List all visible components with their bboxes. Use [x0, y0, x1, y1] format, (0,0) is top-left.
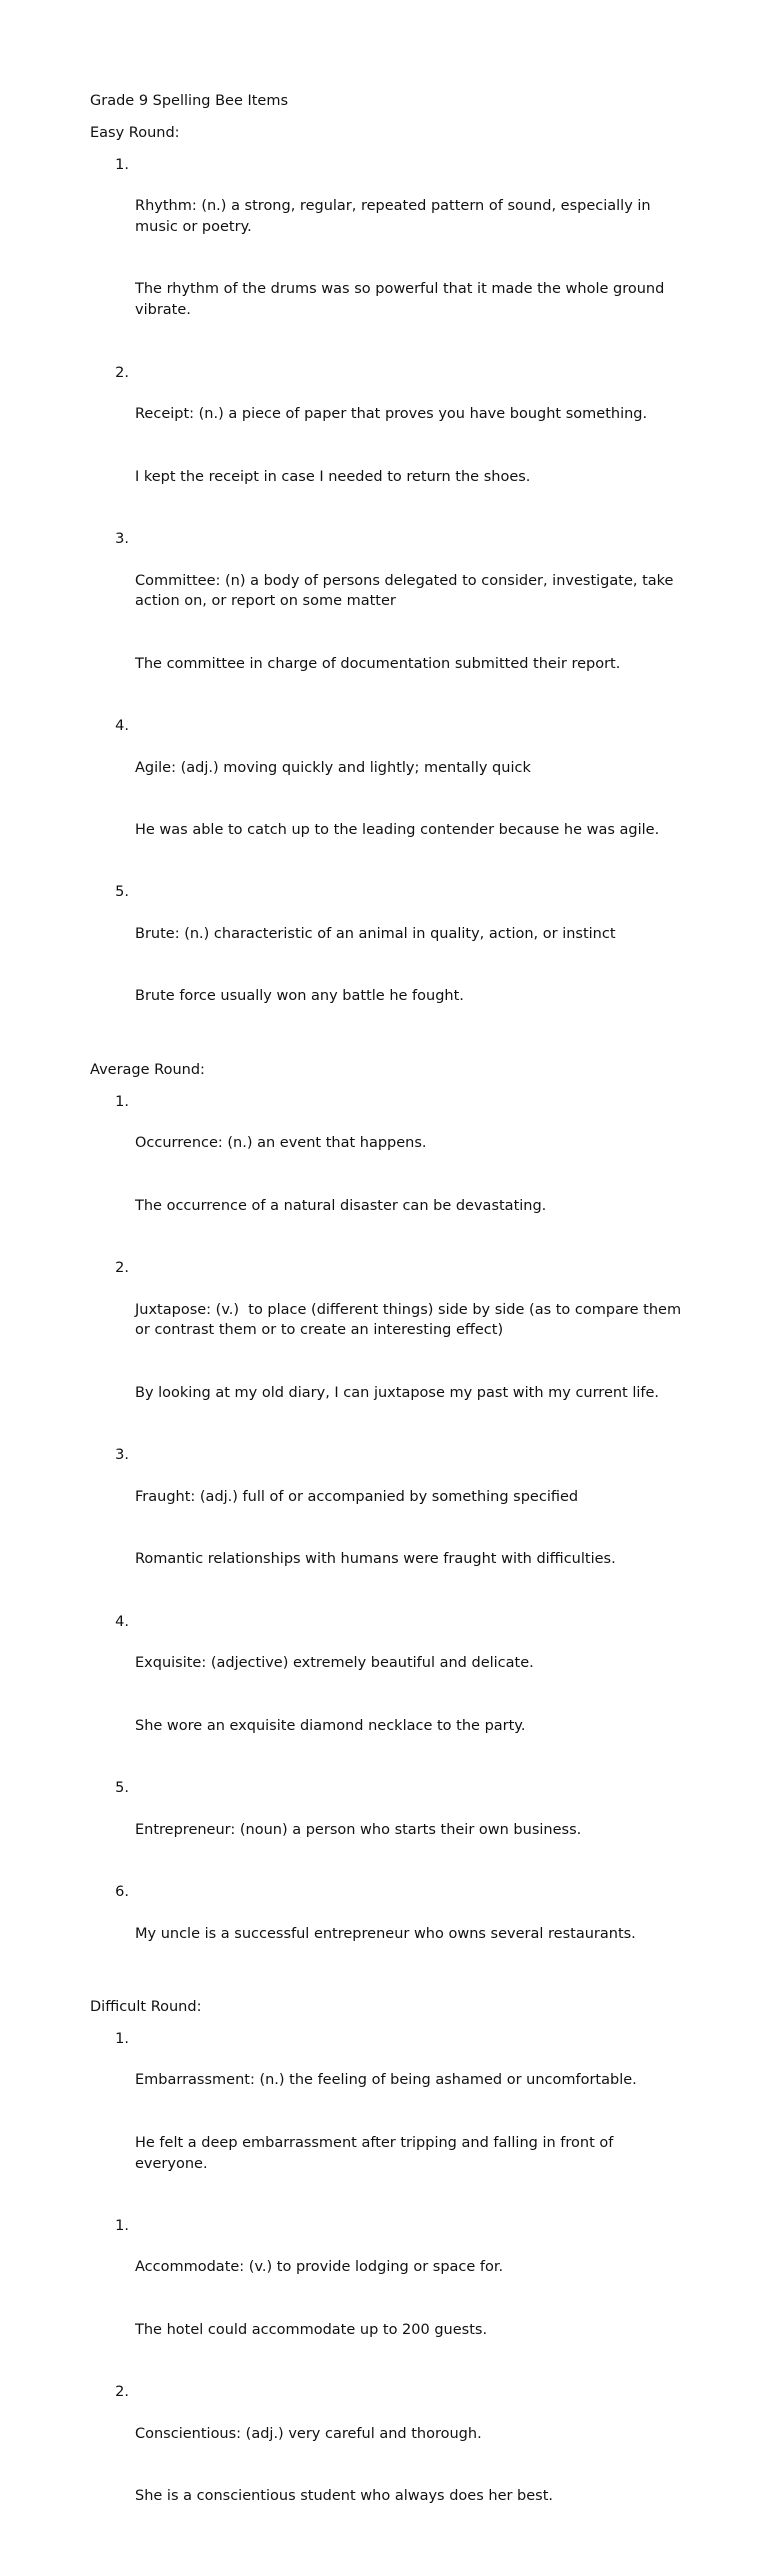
- item-example: Romantic relationships with humans were fraught with difficulties.: [135, 1551, 616, 1568]
- item-definition: Agile: (adj.) moving quickly and lightly; mentally quick: [135, 759, 531, 776]
- item-number: 1.: [115, 156, 129, 173]
- item-number: 1.: [115, 1093, 129, 1110]
- item-example: He felt a deep embarrassment after tripping and falling in front of everyone.: [135, 2134, 618, 2172]
- round-heading-average: Average Round:: [90, 1061, 205, 1078]
- list-item: [90, 2029, 690, 2216]
- list-item: [90, 882, 690, 1048]
- item-number: 4.: [115, 718, 129, 735]
- item-definition: Occurrence: (n.) an event that happens.: [135, 1135, 427, 1152]
- item-number: 5.: [115, 884, 129, 901]
- item-definition: Entrepreneur: (noun) a person who starts their own business.: [135, 1821, 582, 1838]
- item-definition: Conscientious: (adj.) very careful and thorough.: [135, 2425, 482, 2442]
- list-item: [90, 363, 690, 529]
- item-example: She is a conscientious student who always does her best.: [135, 2488, 554, 2505]
- list-item: [90, 1445, 690, 1611]
- list-item: [90, 2216, 690, 2382]
- item-example: She wore an exquisite diamond necklace to the party.: [135, 1717, 526, 1734]
- list-item: [90, 716, 690, 882]
- difficult-round-list: [90, 2029, 690, 2549]
- item-definition: Committee: (n) a body of persons delegated to consider, investigate, take action on, or report on some matter: [135, 572, 679, 610]
- item-number: 1.: [115, 2030, 129, 2047]
- item-definition: Receipt: (n.) a piece of paper that proves you have bought something.: [135, 406, 648, 423]
- average-round-list: [90, 1092, 690, 1986]
- item-number: 2.: [115, 364, 129, 381]
- item-number: 2.: [115, 1260, 129, 1277]
- item-number: 1.: [115, 2217, 129, 2234]
- item-example: Brute force usually won any battle he fought.: [135, 988, 464, 1005]
- item-example: The rhythm of the drums was so powerful that it made the whole ground vibrate.: [135, 281, 669, 319]
- item-number: 5.: [115, 1779, 129, 1796]
- round-heading-difficult: Difficult Round:: [90, 1998, 202, 2015]
- item-example: The occurrence of a natural disaster can be devastating.: [135, 1197, 547, 1214]
- list-item: [90, 155, 690, 363]
- list-item: [90, 1882, 690, 1986]
- item-definition: Exquisite: (adjective) extremely beautiful and delicate.: [135, 1655, 534, 1672]
- item-number: 3.: [115, 530, 129, 547]
- list-item: [90, 1612, 690, 1778]
- item-example: The hotel could accommodate up to 200 guests.: [135, 2321, 488, 2338]
- item-number: 6.: [115, 1883, 129, 1900]
- item-example: He was able to catch up to the leading contender because he was agile.: [135, 822, 660, 839]
- item-number: 2.: [115, 2384, 129, 2401]
- list-item: [90, 529, 690, 716]
- document-page: [90, 91, 690, 2560]
- round-heading-easy: Easy Round:: [90, 124, 180, 141]
- item-example: By looking at my old diary, I can juxtapose my past with my current life.: [135, 1384, 660, 1401]
- list-item: [90, 1258, 690, 1445]
- item-definition: Embarrassment: (n.) the feeling of being ashamed or uncomfortable.: [135, 2072, 637, 2089]
- item-definition: Brute: (n.) characteristic of an animal in quality, action, or instinct: [135, 926, 616, 943]
- item-definition: Rhythm: (n.) a strong, regular, repeated pattern of sound, especially in music or poetry.: [135, 198, 656, 235]
- document-title: Grade 9 Spelling Bee Items: [90, 93, 289, 109]
- list-item: [90, 2382, 690, 2548]
- item-definition: Accommodate: (v.) to provide lodging or space for.: [135, 2259, 504, 2276]
- item-number: 4.: [115, 1613, 129, 1630]
- item-definition: My uncle is a successful entrepreneur who owns several restaurants.: [135, 1925, 636, 1942]
- item-number: 3.: [115, 1447, 129, 1464]
- item-definition: Juxtapose: (v.) to place (different things) side by side (as to compare them or contrast them or to create an interesting effect): [135, 1301, 686, 1339]
- item-example: The committee in charge of documentation submitted their report.: [135, 655, 621, 672]
- item-definition: Fraught: (adj.) full of or accompanied by something specified: [135, 1488, 579, 1505]
- list-item: [90, 1092, 690, 1258]
- list-item: [90, 1778, 690, 1882]
- item-example: I kept the receipt in case I needed to return the shoes.: [135, 468, 531, 485]
- easy-round-list: [90, 155, 690, 1049]
